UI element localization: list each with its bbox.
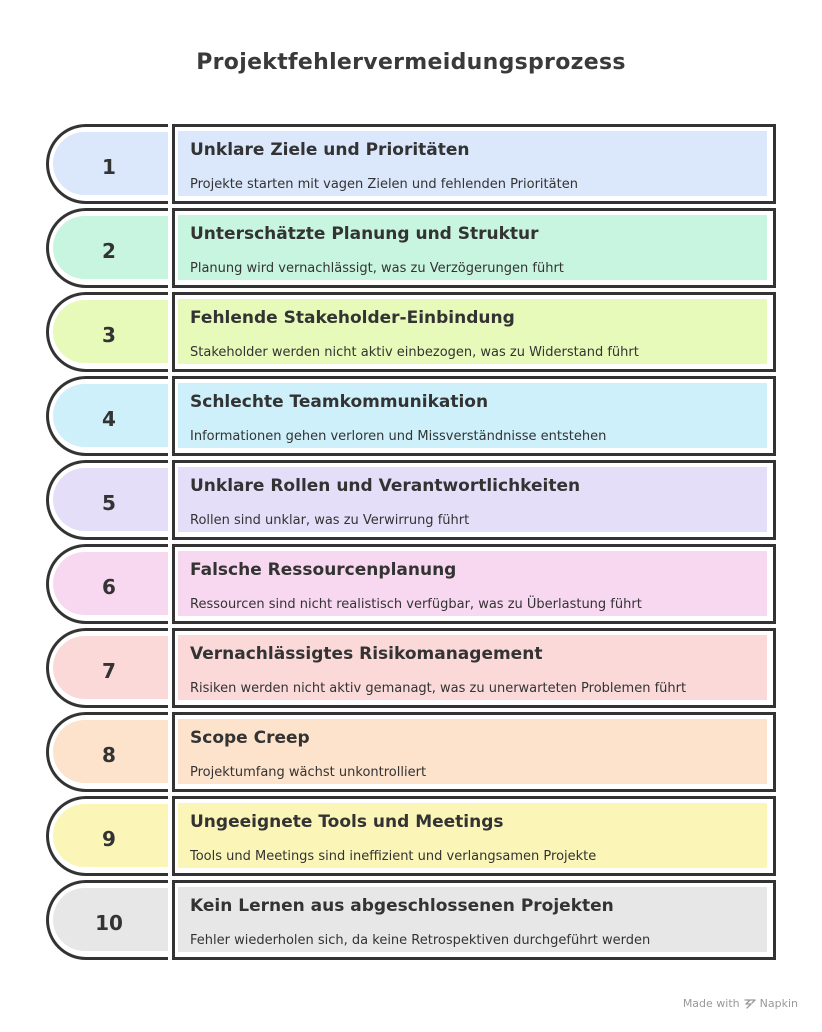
step-item-2	[44, 208, 776, 288]
step-card	[172, 796, 776, 876]
step-number: 10	[95, 911, 123, 935]
step-description: Fehler wiederholen sich, da keine Retrospektiven durchgeführt werden	[190, 933, 651, 948]
step-item-6	[44, 544, 776, 624]
step-description: Planung wird vernachlässigt, was zu Verzögerungen führt	[190, 261, 564, 276]
step-card	[172, 376, 776, 456]
step-item-3	[44, 292, 776, 372]
step-number: 2	[102, 239, 116, 263]
step-card	[172, 880, 776, 960]
step-number-tab	[46, 880, 168, 960]
step-card	[172, 292, 776, 372]
step-number: 5	[102, 491, 116, 515]
step-number: 1	[102, 155, 116, 179]
step-number-tab	[46, 208, 168, 288]
step-title: Unterschätzte Planung und Struktur	[190, 224, 539, 244]
step-card	[172, 544, 776, 624]
step-title: Vernachlässigtes Risikomanagement	[190, 644, 543, 664]
napkin-brand-label: Napkin	[759, 997, 798, 1010]
step-number: 6	[102, 575, 116, 599]
made-with-napkin	[683, 997, 798, 1010]
step-list	[44, 124, 776, 964]
step-description: Rollen sind unklar, was zu Verwirrung führt	[190, 513, 470, 528]
step-title: Kein Lernen aus abgeschlossenen Projekten	[190, 896, 614, 916]
step-number-tab	[46, 628, 168, 708]
step-number: 7	[102, 659, 116, 683]
step-title: Schlechte Teamkommunikation	[190, 392, 489, 412]
step-card	[172, 208, 776, 288]
step-card	[172, 460, 776, 540]
step-item-4	[44, 376, 776, 456]
step-title: Falsche Ressourcenplanung	[190, 560, 457, 580]
step-number-tab	[46, 376, 168, 456]
step-item-8	[44, 712, 776, 792]
step-item-7	[44, 628, 776, 708]
step-number-tab	[46, 292, 168, 372]
step-title: Ungeeignete Tools und Meetings	[190, 812, 504, 832]
step-card	[172, 124, 776, 204]
step-number: 9	[102, 827, 116, 851]
step-title: Unklare Ziele und Prioritäten	[190, 140, 470, 160]
step-description: Informationen gehen verloren und Missverständnisse entstehen	[190, 429, 607, 444]
step-item-10	[44, 880, 776, 960]
step-title: Unklare Rollen und Verantwortlichkeiten	[190, 476, 581, 496]
step-card	[172, 628, 776, 708]
step-description: Risiken werden nicht aktiv gemanagt, was zu unerwarteten Problemen führt	[190, 681, 687, 696]
step-description: Ressourcen sind nicht realistisch verfügbar, was zu Überlastung führt	[190, 597, 642, 612]
step-description: Tools und Meetings sind ineffizient und verlangsamen Projekte	[190, 849, 597, 864]
step-title: Fehlende Stakeholder-Einbindung	[190, 308, 515, 328]
step-number-tab	[46, 712, 168, 792]
step-number: 8	[102, 743, 116, 767]
step-number: 4	[102, 407, 116, 431]
step-title: Scope Creep	[190, 728, 310, 748]
step-number-tab	[46, 796, 168, 876]
step-item-1	[44, 124, 776, 204]
step-number-tab	[46, 544, 168, 624]
step-number-tab	[46, 460, 168, 540]
step-description: Stakeholder werden nicht aktiv einbezogen, was zu Widerstand führt	[190, 345, 639, 360]
step-card	[172, 712, 776, 792]
step-item-5	[44, 460, 776, 540]
napkin-logo-icon	[744, 998, 756, 1010]
made-with-label: Made with	[682, 997, 740, 1010]
step-description: Projekte starten mit vagen Zielen und fehlenden Prioritäten	[190, 177, 578, 192]
step-item-9	[44, 796, 776, 876]
step-number-tab	[46, 124, 168, 204]
page-title: Projektfehlervermeidungsprozess	[196, 50, 626, 75]
step-number: 3	[102, 323, 116, 347]
step-description: Projektumfang wächst unkontrolliert	[190, 765, 427, 780]
